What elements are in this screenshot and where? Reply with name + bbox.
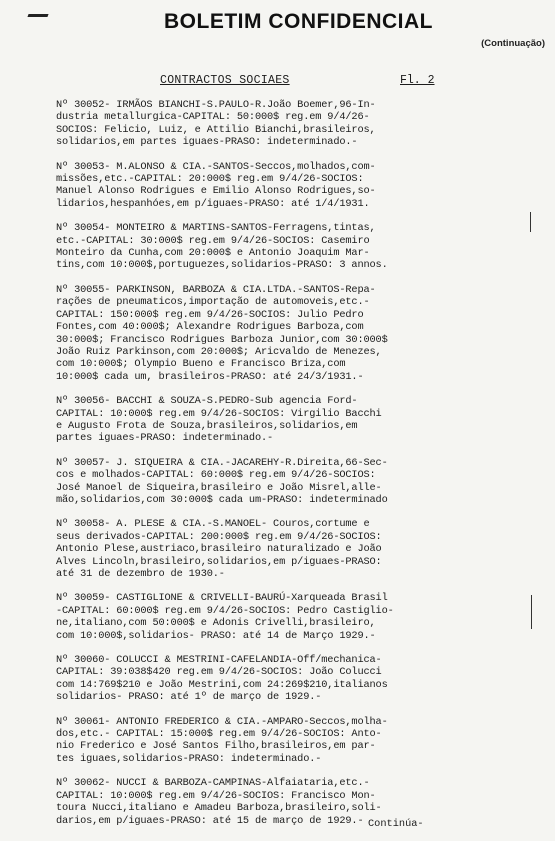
continuation-note: (Continuação) [481,38,545,49]
entry-line: darios,em p/iguaes-PRASO: até 15 de março de 1929.- [56,814,364,827]
registry-entry [56,654,548,704]
entry-line: com 10:000$; Olympio Bueno e Francisco Briza,com [56,358,346,371]
entry-line: Nº 30060- COLUCCI & MESTRINI-CAFELANDIA-Off/mechanica- [56,654,382,667]
entry-line: Manuel Alonso Rodrigues e Emilio Alonso Rodrigues,so- [56,185,376,198]
entry-line: tes iguaes,solidarios-PRASO: indeterminado.- [56,752,322,765]
entry-line: nio Frederico e José Santos Filho,brasileiros,em par- [56,740,376,753]
section-title: CONTRACTOS SOCIAES [160,74,290,87]
entry-line: com 10:000$,solidarios- PRASO: até 14 de Março 1929.- [56,629,376,642]
entry-line: João Ruiz Parkinson,com 20:000$; Aricvaldo de Menezes, [56,345,382,358]
margin-tick [531,595,532,629]
entry-line: dos,etc.- CAPITAL: 15:000$ reg.em 9/4/26-SOCIOS: Anto- [56,728,382,741]
entry-line: Nº 30055- PARKINSON, BARBOZA & CIA.LTDA.-SANTOS-Repa- [56,283,376,296]
entry-line: partes iguaes-PRASO: indeterminado.- [56,432,274,445]
entry-line: Fontes,com 40:000$; Alexandre Rodrigues Barboza,com [56,321,364,334]
entry-line: Nº 30059- CASTIGLIONE & CRIVELLI-BAURÚ-Xarqueada Brasil [56,592,388,605]
entry-line: Nº 30057- J. SIQUEIRA & CIA.-JACAREHY-R.Direita,66-Sec- [56,456,388,469]
entry-line: solidarios- PRASO: até 1º de março de 1929.- [56,691,322,704]
registry-entry [56,99,548,149]
entry-line: cos e molhados-CAPITAL: 60:000$ reg.em 9/4/26-SOCIOS: [56,469,376,482]
entry-line: 10:000$ cada um, brasileiros-PRASO: até 24/3/1931.- [56,370,364,383]
registry-entry [56,161,548,211]
registry-entry [56,592,548,642]
entry-line: tins,com 10:000$,portuguezes,solidarios-PRASO: 3 annos. [56,259,388,272]
page-title: BOLETIM CONFIDENCIAL [164,10,433,33]
entry-line: ne,italiano,com 50:000$ e Adonis Crivelli,brasileiro, [56,617,376,630]
entry-line: CAPITAL: 10:000$ reg.em 9/4/26-SOCIOS: Francisco Mon- [56,789,376,802]
entry-line: SOCIOS: Felicio, Luiz, e Attilio Bianchi,brasileiros, [56,123,376,136]
entry-line: seus derivados-CAPITAL: 200:000$ reg.em 9/4/26-SOCIOS: [56,530,382,543]
registry-entry [56,457,548,507]
entry-line: rações de pneumaticos,importação de automoveis,etc.- [56,296,370,309]
entry-line: e Augusto Frota de Souza,brasileiros,solidarios,em [56,419,358,432]
entry-line: Nº 30062- NUCCI & BARBOZA-CAMPINAS-Alfaiataria,etc.- [56,777,370,790]
margin-mark [27,14,48,17]
entry-line: Antonio Plese,austriaco,brasileiro naturalizado e João [56,543,382,556]
margin-tick [530,212,531,232]
registry-entry [56,518,548,580]
entry-line: até 31 de dezembro de 1930.- [56,568,225,580]
entry-line: com 14:769$210 e João Mestrini,com 24:269$210,italianos [56,678,388,691]
entry-line: Alves Lincoln,brasileiro,solidarios,em p/iguaes-PRASO: [56,555,382,568]
entry-line: CAPITAL: 39:038$420 reg.em 9/4/26-SOCIOS: João Colucci [56,666,382,679]
entry-line: etc.-CAPITAL: 30:000$ reg.em 9/4/26-SOCIOS: Casemiro [56,234,370,247]
entry-line: CAPITAL: 10:000$ reg.em 9/4/26-SOCIOS: Virgilio Bacchi [56,407,382,420]
entry-line: Nº 30054- MONTEIRO & MARTINS-SANTOS-Ferragens,tintas, [56,222,376,235]
entry-line: CAPITAL: 150:000$ reg.em 9/4/26-SOCIOS: Julio Pedro [56,308,364,321]
entry-line: -CAPITAL: 60:000$ reg.em 9/4/26-SOCIOS: Pedro Castiglio- [56,604,394,617]
registry-entry [56,716,548,766]
registry-entry [56,777,548,827]
entry-line: Nº 30052- IRMÃOS BIANCHI-S.PAULO-R.João Boemer,96-In- [56,99,376,111]
registry-entry [56,222,548,272]
registry-entry [56,284,548,383]
entry-line: José Manoel de Siqueira,brasileiro e João Misrel,alle- [56,481,382,494]
entry-line: mão,solidarios,com 30:000$ cada um-PRASO: indeterminado [56,493,388,506]
entries-list [56,99,548,839]
entry-line: Nº 30061- ANTONIO FREDERICO & CIA.-AMPARO-Seccos,molha- [56,715,388,728]
entry-line: Nº 30058- A. PLESE & CIA.-S.MANOEL- Couros,cortume e [56,518,370,531]
entry-line: toura Nucci,italiano e Amadeu Barboza,brasileiro,soli- [56,802,382,815]
section-header [160,74,480,90]
entry-line: lidarios,hespanhóes,em p/iguaes-PRASO: até 1/4/1931. [56,197,370,210]
entry-line: missões,etc.-CAPITAL: 20:000$ reg.em 9/4/26-SOCIOS: [56,173,364,186]
entry-line: Monteiro da Cunha,com 20:000$ e Antonio Joaquim Mar- [56,247,370,260]
continues-note: Continúa- [368,818,424,830]
registry-entry [56,395,548,445]
folio-number: Fl. 2 [400,74,435,87]
entry-line: Nº 30056- BACCHI & SOUZA-S.PEDRO-Sub agencia Ford- [56,395,358,408]
entry-line: Nº 30053- M.ALONSO & CIA.-SANTOS-Seccos,molhados,com- [56,160,376,173]
entry-line: 30:000$; Francisco Rodrigues Barboza Junior,com 30:000$ [56,333,388,346]
entry-line: solidarios,em partes iguaes-PRASO: indeterminado.- [56,136,358,149]
entry-line: dustria metallurgica-CAPITAL: 50:000$ reg.em 9/4/26- [56,111,370,124]
